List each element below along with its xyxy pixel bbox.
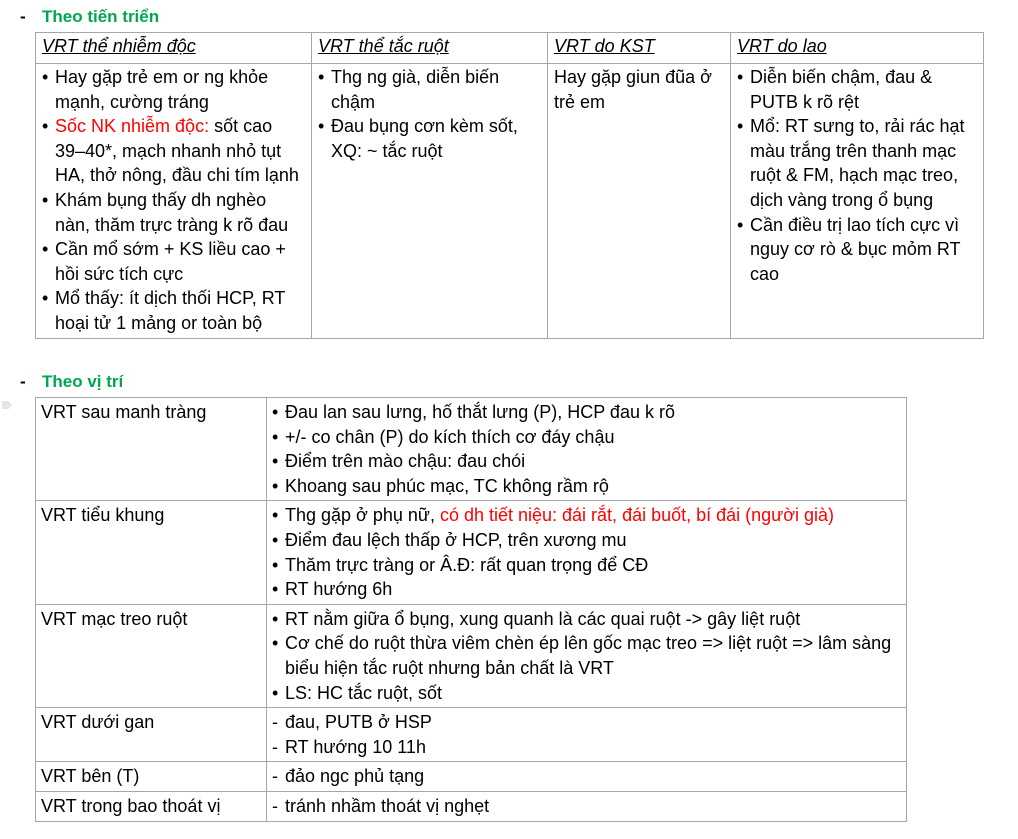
list-item: - tránh nhầm thoát vị nghẹt — [272, 794, 900, 819]
table-row — [36, 791, 907, 821]
bullet-list — [272, 503, 900, 601]
table-row — [36, 64, 984, 339]
cell-toxic — [36, 64, 312, 339]
list-item — [42, 114, 305, 188]
list-item: • +/- co chân (P) do kích thích cơ đáy chậu — [272, 425, 900, 450]
list-item: • Mổ thấy: ít dịch thối HCP, RT hoại tử 1 mảng or toàn bộ — [42, 286, 305, 335]
row-label: VRT sau manh tràng — [36, 398, 267, 501]
table-row — [36, 604, 907, 707]
dash-list — [272, 794, 900, 819]
table-row — [36, 501, 907, 604]
bullet-list — [318, 65, 541, 163]
row-content — [267, 398, 907, 501]
list-item: • Thăm trực tràng or Â.Đ: rất quan trọng để CĐ — [272, 553, 900, 578]
highlight-text: có dh tiết niệu: đái rắt, đái buốt, bí đái (người già) — [439, 505, 835, 526]
list-item: - RT hướng 10 11h — [272, 735, 900, 760]
location-table — [35, 397, 907, 822]
row-marker-icon — [2, 401, 12, 409]
header-tuberculosis: VRT do lao — [731, 33, 984, 64]
dash-list — [272, 710, 900, 759]
row-label: VRT mạc treo ruột — [36, 604, 267, 707]
row-label: VRT trong bao thoát vị — [36, 791, 267, 821]
list-item: • Đau bụng cơn kèm sốt, XQ: ~ tắc ruột — [318, 114, 541, 163]
list-item: • Cần điều trị lao tích cực vì nguy cơ rò & bục mỏm RT cao — [737, 213, 977, 287]
list-item: - đảo ngc phủ tạng — [272, 764, 900, 789]
list-item: • Cơ chế do ruột thừa viêm chèn ép lên gốc mạc treo => liệt ruột => lâm sàng biểu hiện tắc ruột nhưng bản chất là VRT — [272, 631, 900, 680]
row-content — [267, 604, 907, 707]
heading-dash: - — [20, 7, 26, 26]
list-item: • RT hướng 6h — [272, 577, 900, 602]
highlight-text: Sốc NK nhiễm độc: — [55, 116, 210, 137]
bullet-list — [737, 65, 977, 286]
list-item: • Thg ng già, diễn biến chậm — [318, 65, 541, 114]
list-item: • Điểm trên mào chậu: đau chói — [272, 449, 900, 474]
dash-list — [272, 764, 900, 789]
list-item: • RT nằm giữa ổ bụng, xung quanh là các quai ruột -> gây liệt ruột — [272, 607, 900, 632]
cell-obstruction — [312, 64, 548, 339]
header-parasite: VRT do KST — [548, 33, 731, 64]
list-item: • Mổ: RT sưng to, rải rác hạt màu trắng trên thanh mạc ruột & FM, hạch mạc treo, dịch vàng trong ổ bụng — [737, 114, 977, 212]
bullet-list — [272, 400, 900, 498]
list-item: • Đau lan sau lưng, hố thắt lưng (P), HCP đau k rõ — [272, 400, 900, 425]
row-label: VRT bên (T) — [36, 762, 267, 792]
heading-text: Theo tiến triển — [42, 7, 160, 26]
cell-parasite: Hay gặp giun đũa ở trẻ em — [548, 64, 731, 339]
list-item: • LS: HC tắc ruột, sốt — [272, 681, 900, 706]
cell-tuberculosis — [731, 64, 984, 339]
row-content — [267, 708, 907, 762]
header-obstruction: VRT thể tắc ruột — [312, 33, 548, 64]
list-item: • Cần mổ sớm + KS liều cao + hồi sức tích cực — [42, 237, 305, 286]
list-item: • Hay gặp trẻ em or ng khỏe mạnh, cường tráng — [42, 65, 305, 114]
bullet-list — [42, 65, 305, 336]
table-header-row — [36, 33, 984, 64]
row-content — [267, 791, 907, 821]
list-item-text: sốt cao 39–40*, mạch nhanh nhỏ tụt HA, thở nông, đầu chi tím lạnh — [55, 116, 299, 186]
table-row — [36, 398, 907, 501]
list-item-text: Thg gặp ở phụ nữ, — [285, 505, 440, 526]
list-item: • Diễn biến chậm, đau & PUTB k rõ rệt — [737, 65, 977, 114]
row-content — [267, 501, 907, 604]
table-row — [36, 762, 907, 792]
row-label: VRT dưới gan — [36, 708, 267, 762]
heading-text: Theo vị trí — [42, 372, 124, 391]
header-toxic: VRT thể nhiễm độc — [36, 33, 312, 64]
section-heading-location — [20, 372, 123, 392]
row-label: VRT tiểu khung — [36, 501, 267, 604]
list-item: • Khoang sau phúc mạc, TC không rầm rộ — [272, 474, 900, 499]
list-item: - đau, PUTB ở HSP — [272, 710, 900, 735]
progression-table — [35, 32, 984, 339]
bullet-list — [272, 607, 900, 705]
list-item: • Khám bụng thấy dh nghèo nàn, thăm trực tràng k rõ đau — [42, 188, 305, 237]
list-item: • Điểm đau lệch thấp ở HCP, trên xương mu — [272, 528, 900, 553]
section-heading-progression — [20, 7, 159, 27]
list-item — [272, 503, 900, 528]
heading-dash: - — [20, 372, 26, 391]
row-content — [267, 762, 907, 792]
table-row — [36, 708, 907, 762]
